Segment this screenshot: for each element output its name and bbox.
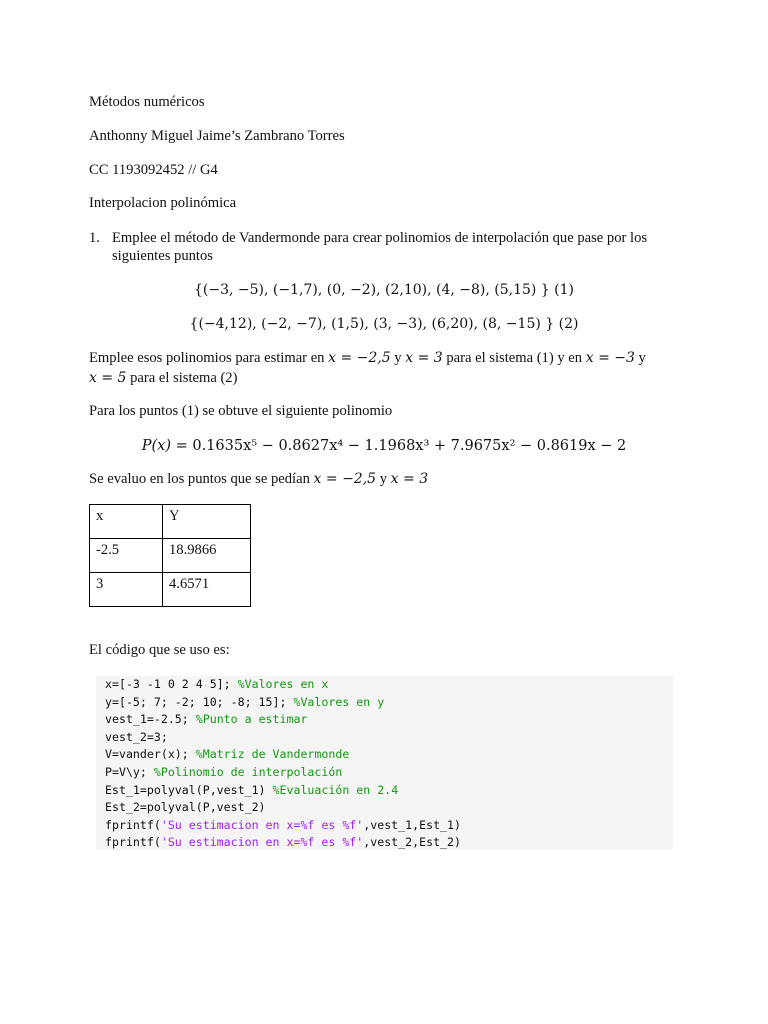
table-row [90, 573, 251, 607]
points-system-1: {(−3, −5), (−1,7), (0, −2), (2,10), (4, −8), (5,15) } (1) [194, 282, 574, 298]
code-line [105, 711, 673, 729]
evaluation-text [89, 470, 428, 489]
estimate-instruction-line1 [89, 349, 646, 368]
estimate-eq-4: x = 5 [89, 370, 127, 386]
code-text: ,vest_1,Est_1) [363, 817, 461, 832]
exercise-statement: Emplee el método de Vandermonde para crear polinomios de interpolación que pase por los siguientes puntos [112, 230, 648, 264]
points-system-2: {(−4,12), (−2, −7), (1,5), (3, −3), (6,20), (8, −15) } (2) [189, 316, 579, 332]
code-line [105, 782, 673, 800]
polynomial-lhs: P(x) [141, 438, 171, 454]
code-text: y=[-5; 7; -2; 10; -8; 15]; [105, 694, 294, 709]
evaluation-text-a: Se evaluo en los puntos que se pedían [89, 471, 314, 487]
estimate-eq-3: x = −3 [585, 350, 635, 366]
code-string: 'Su estimacion en x=%f es %f' [160, 817, 364, 832]
evaluation-and: y [376, 471, 391, 487]
code-text: fprintf( [105, 835, 161, 850]
table-row [90, 539, 251, 573]
code-text: ,vest_2,Est_2) [363, 835, 461, 850]
estimate-text-c: para el sistema (2) [126, 370, 238, 386]
estimate-eq-2: x = 3 [405, 350, 443, 366]
code-line [105, 694, 673, 712]
code-line [105, 676, 673, 694]
evaluation-eq-1: x = −2,5 [313, 471, 377, 487]
solution-intro: Para los puntos (1) se obtuve el siguiente polinomio [89, 403, 393, 419]
table-cell-y: 18.9866 [163, 539, 251, 573]
id-group: CC 1193092452 // G4 [89, 162, 218, 178]
polynomial-rhs: = 0.1635x⁵ − 0.8627x⁴ − 1.1968x³ + 7.9675x² − 0.8619x − 2 [175, 438, 627, 454]
estimate-instruction-line2 [89, 369, 237, 388]
estimate-and-2: y [634, 350, 646, 366]
code-string: 'Su estimacion en x=%f es %f' [160, 835, 364, 850]
code-text: vest_2=3; [105, 729, 168, 744]
code-text: fprintf( [105, 817, 161, 832]
topic-title: Interpolacion polinómica [89, 195, 237, 211]
code-comment: %Matriz de Vandermonde [195, 747, 350, 762]
table-header-x: x [90, 505, 163, 539]
code-text: P=V\y; [105, 764, 154, 779]
code-line [105, 834, 673, 852]
code-comment: %Polinomio de interpolación [153, 764, 343, 779]
polynomial-equation [0, 436, 768, 456]
table-header-y: Y [163, 505, 251, 539]
code-line [105, 817, 673, 835]
code-block [96, 676, 673, 850]
code-text: x=[-3 -1 0 2 4 5]; [105, 677, 238, 691]
course-title: Métodos numéricos [89, 94, 205, 110]
evaluation-eq-2: x = 3 [390, 471, 429, 487]
table-header-row [90, 505, 251, 539]
table-cell-y: 4.6571 [163, 573, 251, 607]
code-caption: El código que se uso es: [89, 642, 230, 658]
table-cell-x: 3 [90, 573, 163, 607]
code-line [105, 729, 673, 747]
code-text: V=vander(x); [105, 747, 196, 762]
code-line [105, 799, 673, 817]
estimate-and-1: y [390, 350, 406, 366]
estimate-text-b: para el sistema (1) y en [442, 350, 586, 366]
code-text: vest_1=-2.5; [105, 712, 196, 727]
table-cell-x: -2.5 [90, 539, 163, 573]
code-comment: %Evaluación en 2.4 [272, 782, 399, 797]
code-comment: %Punto a estimar [195, 712, 308, 727]
code-comment: %Valores en y [293, 694, 385, 709]
code-line [105, 764, 673, 782]
code-text: Est_2=polyval(P,vest_2) [105, 800, 266, 815]
estimate-eq-1: x = −2,5 [328, 350, 391, 366]
estimate-text-a: Emplee esos polinomios para estimar en [89, 350, 329, 366]
author-name: Anthonny Miguel Jaime’s Zambrano Torres [89, 128, 345, 144]
code-text: Est_1=polyval(P,vest_1) [105, 782, 273, 797]
code-comment: %Valores en x [237, 677, 329, 691]
results-table [89, 504, 251, 607]
code-line [105, 746, 673, 764]
list-number: 1. [89, 230, 100, 246]
